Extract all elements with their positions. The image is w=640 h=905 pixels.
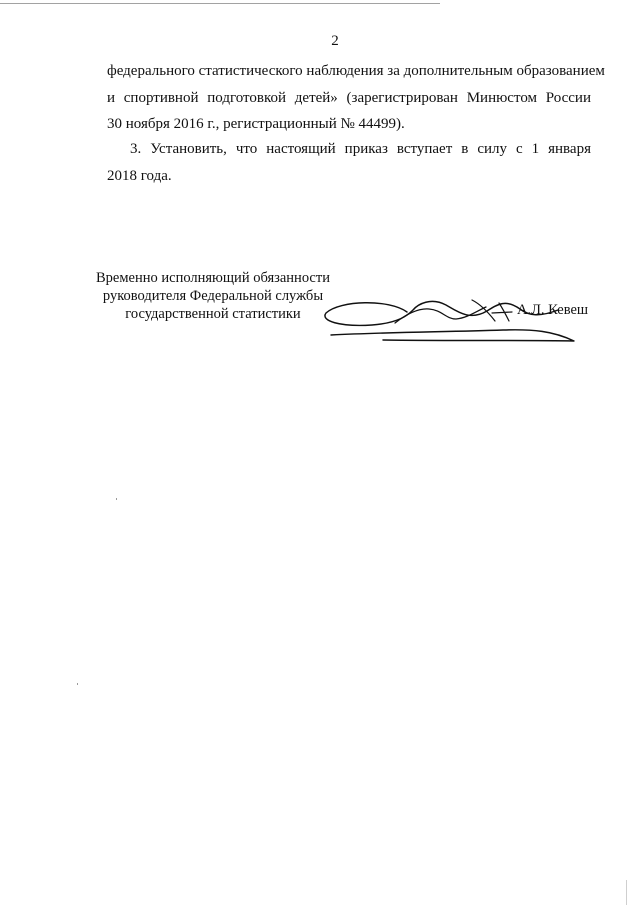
signatory-title	[88, 269, 338, 323]
top-scan-line	[0, 3, 440, 4]
paragraph-line-2: и спортивной подготовкой детей» (зарегистрирован Минюстом России	[107, 89, 591, 106]
scan-artifact	[77, 683, 78, 685]
paragraph-item-3	[107, 136, 591, 189]
item-3-line-2: 2018 года.	[107, 167, 172, 184]
signatory-title-line-3: государственной статистики	[125, 306, 301, 322]
scan-edge-artifact	[626, 880, 627, 905]
signer-name: А.Л. Кевеш	[517, 302, 589, 318]
paragraph-line-3: 30 ноября 2016 г., регистрационный № 44499).	[107, 116, 405, 132]
item-3-line-1: 3. Установить, что настоящий приказ вступает в силу с 1 января	[130, 141, 591, 157]
paragraph-line-1: федерального статистического наблюдения за дополнительным образованием	[107, 63, 605, 79]
scan-artifact	[116, 498, 117, 500]
signatory-title-line-1: Временно исполняющий обязанности	[96, 270, 330, 286]
page-number: 2	[331, 33, 339, 49]
continued-paragraph	[107, 58, 605, 138]
signatory-title-line-2: руководителя Федеральной службы	[102, 288, 324, 304]
